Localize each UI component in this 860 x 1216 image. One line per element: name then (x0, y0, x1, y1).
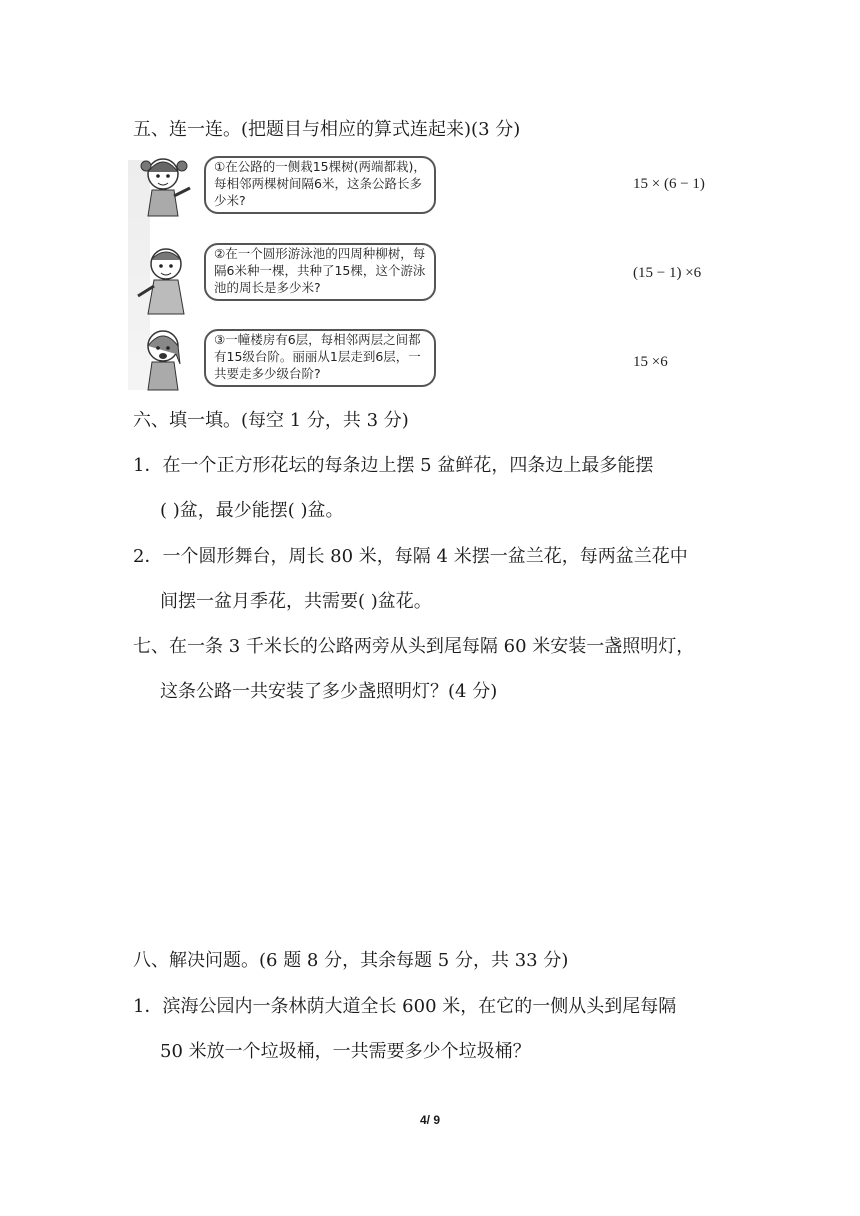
section7-line1: 七、在一条 3 千米长的公路两旁从头到尾每隔 60 米安装一盏照明灯， (133, 636, 695, 657)
section8-q1-line1: 1．滨海公园内一条林荫大道全长 600 米，在它的一侧从头到尾每隔 (133, 996, 677, 1017)
formula-2: (15 − 1) ×6 (633, 265, 702, 281)
girl-illustration-3 (130, 324, 200, 394)
section6-heading: 六、填一填。(每空 1 分，共 3 分) (133, 410, 409, 431)
formula-3: 15 ×6 (633, 354, 668, 370)
section6-q2-line1: 2．一个圆形舞台，周长 80 米，每隔 4 米摆一盆兰花，每两盆兰花中 (133, 546, 688, 567)
boy-illustration-2 (130, 240, 200, 320)
problem-text-2: ②在一个圆形游泳池的四周种柳树，每隔6米种一棵，共种了15棵，这个游泳池的周长是多少米? (214, 246, 426, 295)
section8-q1-line2: 50 米放一个垃圾桶，一共需要多少个垃圾桶？ (160, 1041, 531, 1062)
section7-line2: 这条公路一共安装了多少盏照明灯？(4 分) (160, 681, 498, 702)
section6-q1-line2: ( )盆，最少能摆( )盆。 (160, 500, 344, 521)
girl-illustration-1 (130, 152, 200, 222)
section5-heading: 五、连一连。(把题目与相应的算式连起来)(3 分) (133, 119, 521, 140)
section6-q2-line2: 间摆一盆月季花，共需要( )盆花。 (160, 591, 432, 612)
section6-q1-line1: 1．在一个正方形花坛的每条边上摆 5 盆鲜花，四条边上最多能摆 (133, 455, 654, 476)
problem-text-1: ①在公路的一侧栽15棵树(两端都栽)，每相邻两棵树间隔6米，这条公路长多少米? (214, 159, 426, 208)
page-number: 4/ 9 (419, 1113, 440, 1127)
formula-1: 15 × (6 − 1) (633, 176, 705, 192)
section8-heading: 八、解决问题。(6 题 8 分，其余每题 5 分，共 33 分) (133, 950, 569, 971)
problem-text-3: ③一幢楼房有6层，每相邻两层之间都有15级台阶。丽丽从1层走到6层，一共要走多少级台阶? (214, 332, 421, 381)
